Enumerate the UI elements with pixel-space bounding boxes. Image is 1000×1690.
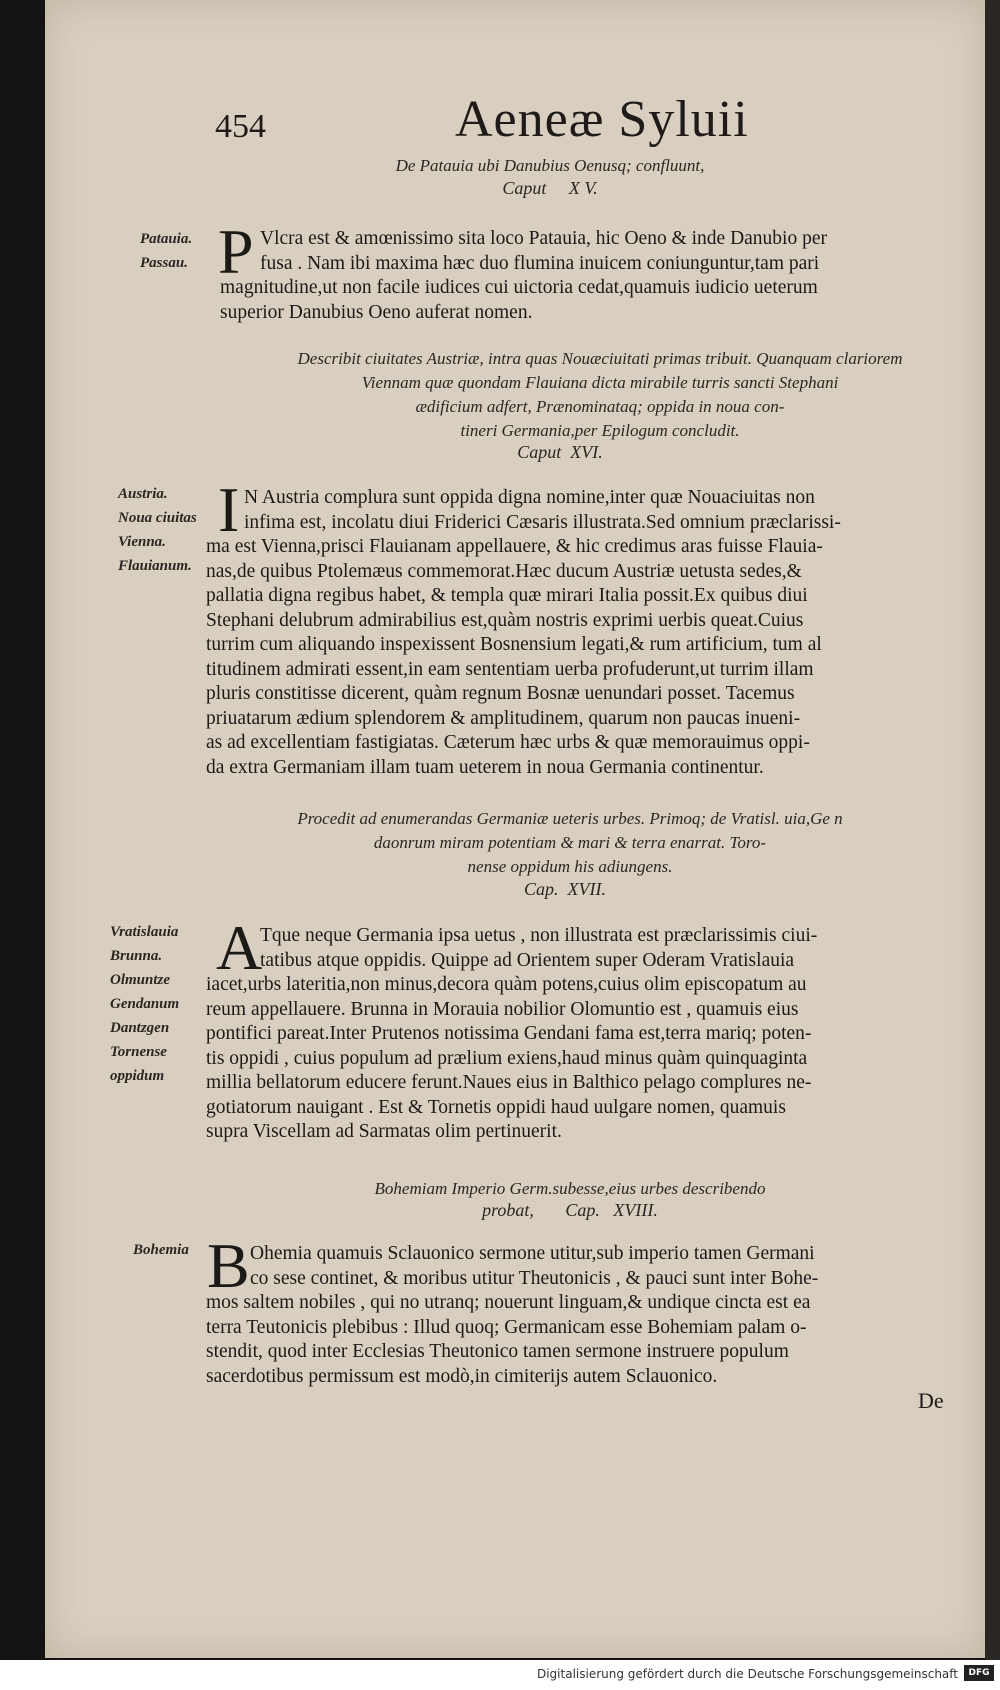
chapter-label-18: probat, Cap. XVIII.: [482, 1200, 658, 1220]
chapter-label-17: Cap. XVII.: [524, 879, 606, 899]
text-line: nas,de quibus Ptolemæus commemorat.Hæc ducum Austriæ uetusta sedes,&: [206, 560, 802, 582]
margin-note: Vienna.: [118, 534, 166, 550]
margin-notes-16: [118, 482, 197, 578]
margin-note: Vratislauia: [110, 924, 179, 940]
text-line: N Austria complura sunt oppida digna nomine,inter quæ Nouaciuitas non: [244, 487, 815, 508]
heading-line: ædificium adfert, Prænominataq; oppida in noua con-: [415, 397, 785, 416]
text-line: iacet,urbs lateritia,non minus,decora quàm potens,cuius olim episcopatum au: [206, 974, 807, 995]
margin-note: Austria.: [118, 486, 168, 502]
text-line: as ad excellentiam fastigiatas. Cæterum hæc urbs & quæ memorauimus oppi-: [206, 732, 810, 753]
paragraph-16: [244, 486, 960, 535]
paragraph-18: [250, 1242, 960, 1291]
text-line: stendit, quod inter Ecclesias Theutonico tamen sermone instruere populum: [206, 1341, 789, 1362]
text-line: tatibus atque oppidis. Quippe ad Orientem super Oderam Vratislauia: [260, 949, 795, 971]
paragraph-15: [260, 227, 960, 276]
chapter-heading-18: [320, 1177, 820, 1201]
text-line: turrim cum aliquando inspexissent Bosnensium legati,& rum artificium, tum al: [206, 634, 822, 655]
text-line: Tque neque Germania ipsa uetus , non illustrata est præclarissimis ciui-: [260, 925, 818, 946]
dfg-logo-icon: DFG: [964, 1665, 994, 1681]
text-line: co sese continet, & moribus utitur Theutonicis , & pauci sunt inter Bohe-: [250, 1267, 819, 1289]
text-line: da extra Germaniam illam tuam ueterem in noua Germania continentur.: [206, 756, 764, 778]
text-line: Stephani delubrum admirabilius est,quàm nostris exprimi uerbis queat.Cuius: [206, 609, 804, 631]
margin-note: Olmuntze: [110, 972, 171, 988]
text-line: superior Danubius Oeno auferat nomen.: [220, 301, 533, 323]
chapter-heading-17: [260, 807, 880, 879]
chapter-heading-15: [330, 154, 770, 178]
text-line: sacerdotibus permissum est modò,in cimiterijs autem Sclauonico.: [206, 1365, 718, 1387]
text-line: priuatarum ædium splendorem & amplitudinem, quarum non paucas inueni-: [206, 707, 801, 729]
heading-line: Bohemiam Imperio Germ.subesse,eius urbes describendo: [374, 1179, 766, 1198]
text-line: mos saltem nobiles , qui no utranq; nouerunt linguam,& undique cincta est ea: [206, 1292, 811, 1313]
chapter-label-15: Caput X V.: [502, 178, 598, 198]
paragraph-18-cont: [206, 1291, 960, 1389]
text-line: Vlcra est & amœnissimo sita loco Patauia, hic Oeno & inde Danubio per: [260, 228, 827, 249]
text-line: Ohemia quamuis Sclauonico sermone utitur,sub imperio tamen Germani: [250, 1243, 815, 1264]
page-number: 454: [215, 108, 266, 145]
margin-note: Tornense: [110, 1044, 167, 1060]
text-line: magnitudine,ut non facile iudices cui uictoria cedat,quamuis iudicio ueterum: [220, 277, 818, 298]
chapter-label-16: Caput XVI.: [517, 442, 603, 462]
margin-notes-15: [140, 227, 192, 275]
heading-line: tineri Germania,per Epilogum concludit.: [460, 421, 740, 440]
drop-capital: P: [218, 216, 254, 287]
text-line: pontifici pareat.Inter Prutenos notissima Gendani fama est,terra mariq; poten-: [206, 1023, 812, 1044]
text-line: terra Teutonicis plebibus : Illud quoq; Germanicam esse Bohemiam palam o-: [206, 1316, 807, 1338]
heading-line: daonrum miram potentiam & mari & terra enarrat. Toro-: [373, 833, 767, 852]
text-line: tis oppidi , cuius populum ad prælium exiens,haud minus quàm quinquaginta: [206, 1047, 808, 1069]
text-line: millia bellatorum educere ferunt.Naues eius in Balthico pelago complures ne-: [206, 1072, 812, 1093]
margin-note: Dantzgen: [110, 1020, 170, 1036]
digitization-footer: [0, 1660, 1000, 1690]
running-title: Aeneæ Syluii: [455, 91, 749, 148]
heading-line: Procedit ad enumerandas Germaniæ ueteris urbes. Primoq; de Vratisl. uia,Ge n: [297, 809, 843, 828]
book-edge: [985, 0, 1000, 1660]
heading-line: nense oppidum his adiungens.: [467, 857, 673, 876]
text-line: infima est, incolatu diui Friderici Cæsaris illustrata.Sed omnium præclarissi-: [244, 511, 841, 533]
paragraph-17-cont: [206, 973, 960, 1145]
text-line: pluris constitisse dicerent, quàm regnum Bosnæ uenundari posset. Tacemus: [206, 683, 795, 704]
margin-note: Noua ciuitas: [118, 510, 197, 526]
drop-capital: A: [216, 912, 263, 983]
text-line: gotiatorum nauigant . Est & Tornetis oppidi haud uulgare nomen, quamuis: [206, 1096, 786, 1118]
funding-credit: Digitalisierung gefördert durch die Deutsche Forschungsgemeinschaft: [536, 1667, 958, 1681]
margin-notes-17: [110, 920, 179, 1088]
heading-line: Describit ciuitates Austriæ, intra quas Nouæciuitati primas tribuit. Quanquam clariorem: [297, 349, 903, 368]
drop-capital: I: [218, 474, 240, 545]
text-line: supra Viscellam ad Sarmatas olim pertinuerit.: [206, 1121, 562, 1142]
text-line: ma est Vienna,prisci Flauianam appellauere, & hic credimus aras fuisse Flauia-: [206, 536, 823, 557]
paragraph-15-cont: [220, 276, 955, 325]
margin-notes-18: [133, 1238, 189, 1262]
margin-note: Brunna.: [110, 948, 163, 964]
text-line: pallatia digna regibus habet, & templa quæ mirari Italia possit.Ex quibus diui: [206, 585, 808, 606]
margin-note: Patauia.: [140, 231, 193, 247]
chapter-heading-16: [240, 347, 960, 443]
margin-note: Passau.: [140, 255, 188, 271]
text-line: fusa . Nam ibi maxima hæc duo flumina inuicem coniunguntur,tam pari: [260, 252, 820, 274]
text-line: reum appellauere. Brunna in Morauia nobilior Olomuntio est , quamuis eius: [206, 998, 799, 1020]
margin-note: oppidum: [110, 1068, 165, 1084]
paragraph-17: [260, 924, 960, 973]
catchword: De: [918, 1388, 944, 1413]
margin-note: Flauianum.: [118, 558, 192, 574]
text-line: titudinem admirati essent,in eam sententiam uerba profuderunt,ut turrim illam: [206, 658, 814, 680]
margin-note: Gendanum: [110, 996, 180, 1012]
heading-line: De Patauia ubi Danubius Oenusq; confluunt,: [395, 156, 705, 175]
drop-capital: B: [207, 1230, 250, 1301]
margin-note: Bohemia: [133, 1242, 189, 1258]
paragraph-16-cont: [206, 535, 960, 780]
heading-line: Viennam quæ quondam Flauiana dicta mirabile turris sancti Stephani: [361, 373, 839, 392]
